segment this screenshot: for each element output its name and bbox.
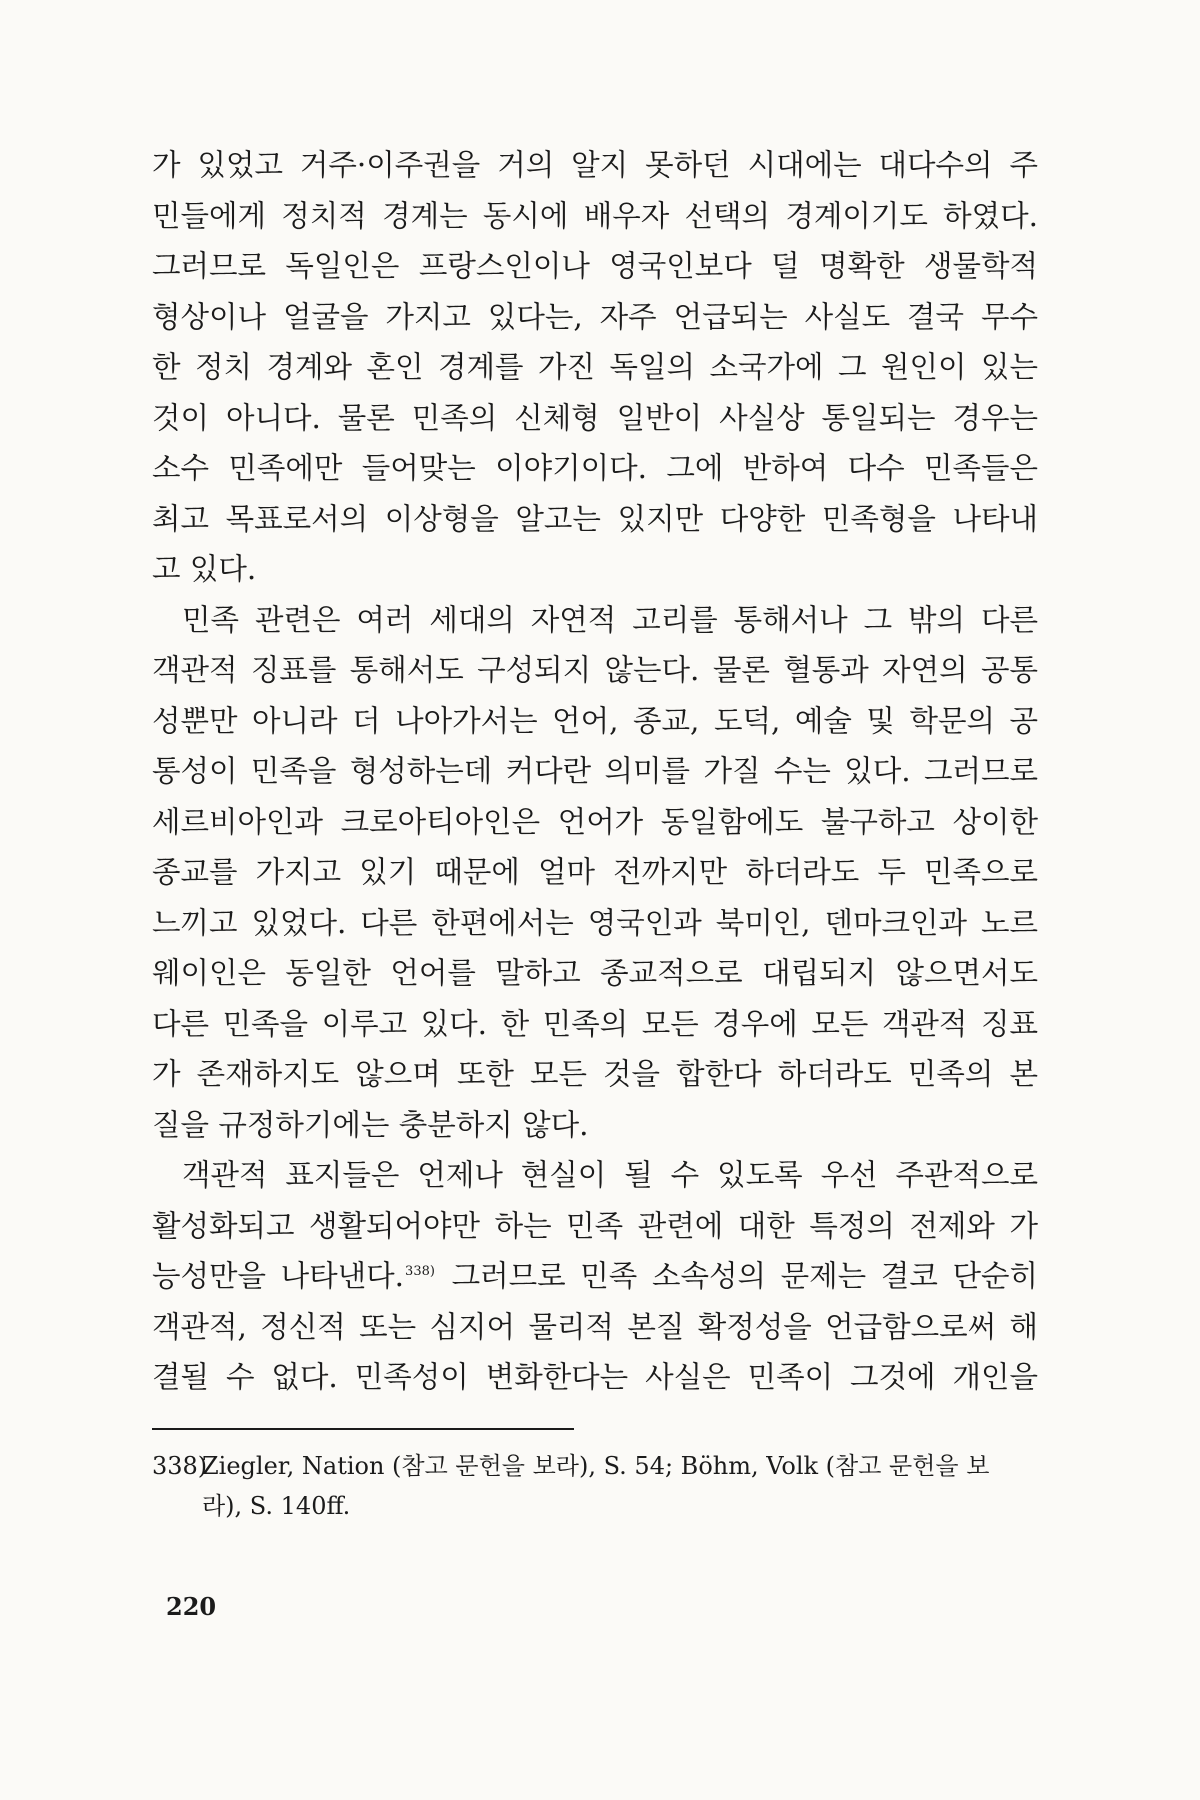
- text-line: 성뿐만 아니라 더 나아가서는 언어, 종교, 도덕, 예술 및 학문의 공: [152, 703, 1038, 738]
- body-text: [152, 140, 1038, 1403]
- text-line: 가 있었고 거주·이주권을 거의 알지 못하던 시대에는 대다수의 주: [152, 148, 1038, 182]
- page-number: 220: [166, 1592, 217, 1621]
- text-fragment: 그러므로 민족 소속성의 문제는 결코 단순히: [436, 1259, 1038, 1293]
- text-line: 객관적, 정신적 또는 심지어 물리적 본질 확정성을 언급함으로써 해: [152, 1309, 1038, 1344]
- text-line: 결될 수 없다. 민족성이 변화한다는 사실은 민족이 그것에 개인을: [152, 1360, 1038, 1394]
- text-line: 것이 아니다. 물론 민족의 신체형 일반이 사실상 통일되는 경우는: [152, 400, 1038, 435]
- text-line: 그러므로 독일인은 프랑스인이나 영국인보다 덜 명확한 생물학적: [152, 249, 1038, 283]
- text-line: 최고 목표로서의 이상형을 알고는 있지만 다양한 민족형을 나타내: [152, 501, 1038, 536]
- text-line: 형상이나 얼굴을 가지고 있다는, 자주 언급되는 사실도 결국 무수: [152, 299, 1038, 334]
- text-line: 객관적 표지들은 언제나 현실이 될 수 있도록 우선 주관적으로: [182, 1158, 1038, 1192]
- text-line: 가 존재하지도 않으며 또한 모든 것을 합한다 하더라도 민족의 본: [152, 1057, 1038, 1091]
- footnote-number: 338): [152, 1452, 208, 1480]
- text-fragment: 능성만을 나타낸다.: [152, 1259, 405, 1293]
- text-line: 다른 민족을 이루고 있다. 한 민족의 모든 경우에 모든 객관적 징표: [152, 1006, 1038, 1041]
- text-line: 고 있다.: [152, 552, 257, 586]
- footnote-text: Ziegler, Nation (참고 문헌을 보라), S. 54; Böhm, Volk (참고 문헌을 보: [202, 1452, 990, 1480]
- text-line: 민들에게 정치적 경계는 동시에 배우자 선택의 경계이기도 하였다.: [152, 198, 1038, 233]
- text-line: 느끼고 있었다. 다른 한편에서는 영국인과 북미인, 덴마크인과 노르: [152, 905, 1038, 940]
- text-line: 웨이인은 동일한 언어를 말하고 종교적으로 대립되지 않으면서도: [152, 956, 1038, 990]
- footnote: [152, 1446, 1038, 1526]
- footnote-divider: [152, 1428, 574, 1430]
- text-line: 한 정치 경계와 혼인 경계를 가진 독일의 소국가에 그 원인이 있는: [152, 350, 1038, 384]
- text-line: 활성화되고 생활되어야만 하는 민족 관련에 대한 특정의 전제와 가: [152, 1208, 1038, 1243]
- text-line: 종교를 가지고 있기 때문에 얼마 전까지만 하더라도 두 민족으로: [152, 855, 1038, 889]
- footnote-row: [152, 1446, 1038, 1486]
- text-line: 통성이 민족을 형성하는데 커다란 의미를 가질 수는 있다. 그러므로: [152, 754, 1038, 788]
- footnote-text-continued: 라), S. 140ff.: [202, 1492, 351, 1520]
- text-line: 소수 민족에만 들어맞는 이야기이다. 그에 반하여 다수 민족들은: [152, 451, 1038, 485]
- text-line: 객관적 징표를 통해서도 구성되지 않는다. 물론 혈통과 자연의 공통: [152, 653, 1038, 687]
- text-line: 세르비아인과 크로아티아인은 언어가 동일함에도 불구하고 상이한: [152, 804, 1038, 839]
- text-line: [152, 1251, 1038, 1302]
- text-line: 질을 규정하기에는 충분하지 않다.: [152, 1107, 589, 1142]
- footnote-reference[interactable]: 338): [405, 1264, 435, 1280]
- text-line: 민족 관련은 여러 세대의 자연적 고리를 통해서나 그 밖의 다른: [182, 602, 1038, 637]
